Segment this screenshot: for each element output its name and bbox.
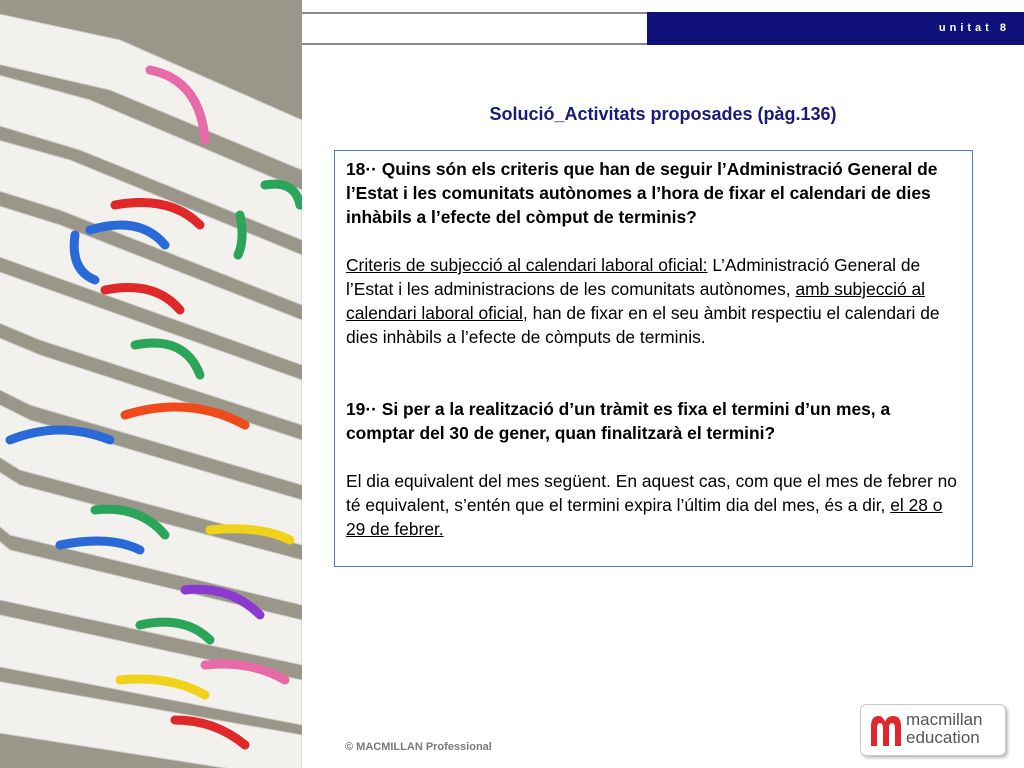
answer-18-lead: Criteris de subjecció al calendari laboral oficial: bbox=[346, 255, 708, 275]
unit-label: unitat 8 bbox=[938, 22, 1010, 34]
answer-18 bbox=[346, 253, 962, 349]
macmillan-logo-icon bbox=[871, 712, 903, 746]
binders-photo bbox=[0, 0, 302, 768]
question-18: 18·· Quins són els criteris que han de seguir l’Administració General de l’Estat i les comunitats autònomes a l’hora de fixar el calendari de dies inhàbils a l’efecte del còmput de terminis? bbox=[346, 159, 938, 227]
logo-line-1: macmillan bbox=[906, 710, 983, 729]
answer-19 bbox=[346, 469, 962, 541]
unit-bar bbox=[647, 12, 1024, 45]
header-line bbox=[302, 12, 647, 45]
slide-title: Solució_Activitats proposades (pàg.136) bbox=[489, 104, 837, 124]
answer-18-part2: , han de fixar en el seu àmbit respectiu el calendari de dies inhàbils a l’efecte de còmputs de terminis. bbox=[346, 303, 940, 347]
question-19: 19·· Si per a la realització d’un tràmit es fixa el termini d’un mes, a comptar del 30 de gener, quan finalitzarà el termini? bbox=[346, 399, 891, 443]
content-box bbox=[334, 150, 973, 567]
macmillan-education-logo bbox=[860, 704, 1006, 756]
logo-line-2: education bbox=[906, 728, 980, 747]
copyright-text: © MACMILLAN Professional bbox=[345, 741, 492, 753]
answer-18-part1: L’Administració General de l’Estat i les administracions de les comunitats autònomes, bbox=[346, 255, 921, 299]
answer-19-part1: El dia equivalent del mes següent. En aquest cas, com que el mes de febrer no té equivalent, s’entén que el termini expira l’últim dia del mes, és a dir, bbox=[346, 471, 957, 515]
answer-19-underlined: el 28 o 29 de febrer. bbox=[346, 495, 943, 539]
answer-18-underlined: amb subjecció al calendari laboral oficial bbox=[346, 279, 925, 323]
